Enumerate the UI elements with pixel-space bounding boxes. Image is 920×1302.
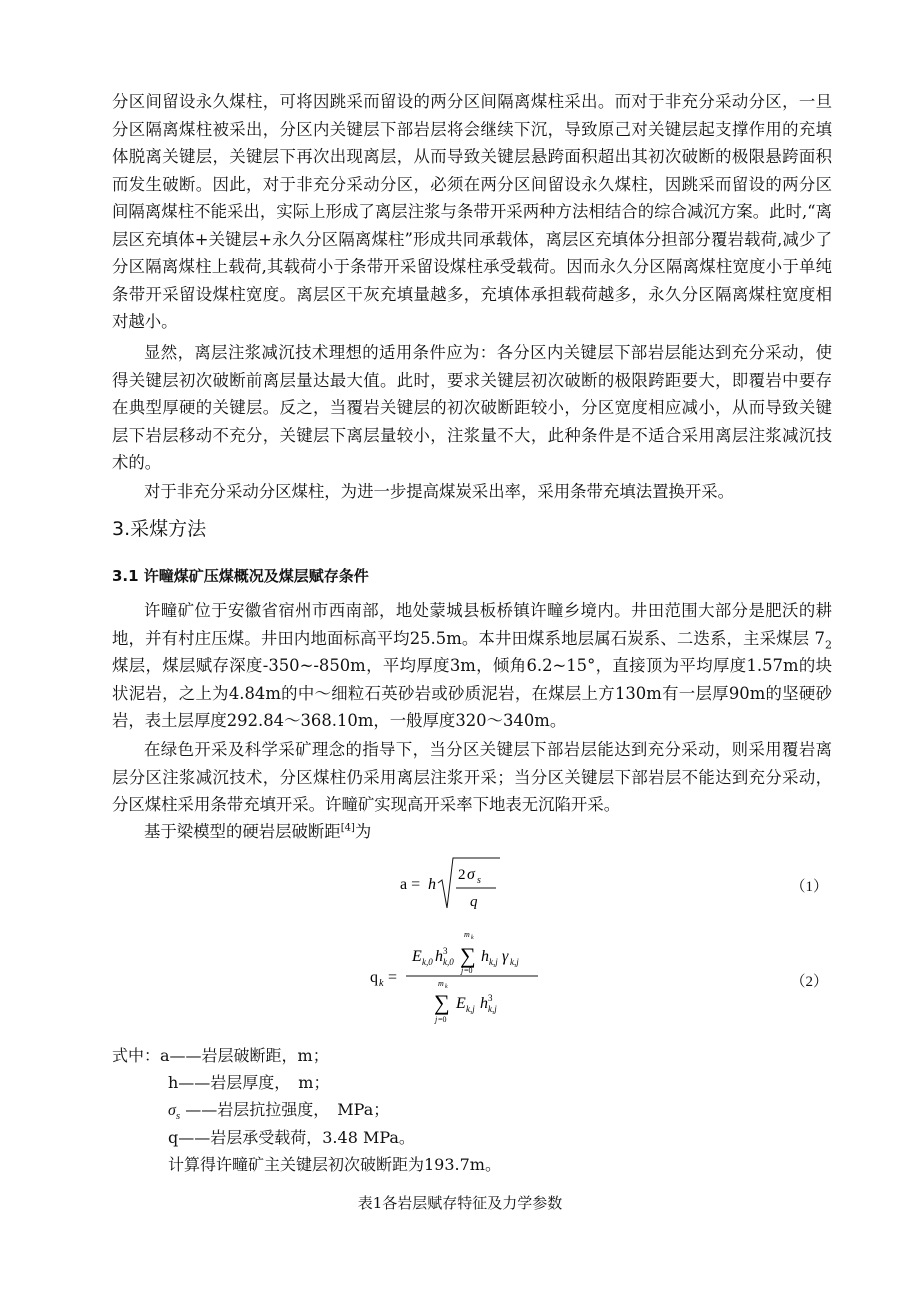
- svg-text:k,j: k,j: [488, 1004, 497, 1014]
- definition-a: [112, 1042, 501, 1069]
- paragraph-1: 分区间留设永久煤柱，可将因跳采而留设的两分区间隔离煤柱采出。而对于非充分采动分区，一旦分区隔离煤柱被采出，分区内关键层下部岩层将会继续下沉，导致原己对关键层起支撑作用的充填体脱离关键层，关键层下再次出现离层，从而导致关键层悬跨面积超出其初次破断的极限悬跨面积而发生破断。因此，对于非充分采动分区，必须在两分区间留设永久煤柱，因跳采而留设的两分区间隔离煤柱不能采出，实际上形成了离层注浆与条带开采两种方法相结合的综合减沉方案。此时,“离层区充填体+关键层+永久分区隔离煤柱”形成共同承载体，离层区充填体分担部分覆岩载荷,减少了分区隔离煤柱上载荷,其载荷小于条带开采留设煤柱承受载荷。因而永久分区隔离煤柱宽度小于单纯条带开采留设煤柱宽度。离层区干灰充填量越多，充填体承担载荷越多，永久分区隔离煤柱宽度相对越小。: [112, 92, 832, 331]
- svg-text:q: q: [370, 969, 378, 986]
- section-heading: 3.采煤方法: [112, 518, 207, 540]
- svg-text:k,j: k,j: [466, 1004, 475, 1014]
- paragraph-2: 显然，离层注浆减沉技术理想的适用条件应为：各分区内关键层下部岩层能达到充分采动，使得关键层初次破断前离层量达最大值。此时，要求关键层初次破断的极限跨距要大，即覆岩中要存在典型厚硬的关键层。反之，当覆岩关键层的初次破断距较小，分区宽度相应减小，从而导致关键层下岩层移动不充分，关键层下离层量较小，注浆量不大，此种条件是不适合采用离层注浆减沉技术的。: [112, 343, 832, 472]
- equation-2-number: （2）: [790, 974, 828, 990]
- svg-text:σ: σ: [467, 866, 475, 883]
- svg-text:k: k: [379, 978, 384, 989]
- definition-sigma-text: ——岩层抗拉强度， MPa；: [185, 1100, 390, 1119]
- definitions-block: [112, 1042, 501, 1178]
- svg-text:3: 3: [443, 946, 448, 956]
- subsection-heading: 3.1 许疃煤矿压煤概况及煤层赋存条件: [112, 567, 369, 585]
- definition-h: h——岩层厚度， m；: [168, 1073, 330, 1092]
- svg-text:q: q: [470, 894, 478, 910]
- svg-text:∑: ∑: [460, 943, 476, 968]
- svg-text:=: =: [388, 969, 398, 986]
- paragraph-4-part-a: 许疃矿位于安徽省宿州市西南部，地处蒙城县板桥镇许疃乡境内。井田范围大部分是肥沃的耕地，并有村庄压煤。井田内地面标高平均25.5m。本井田煤系地层属石炭系、二迭系，主采煤层 7: [112, 601, 832, 648]
- svg-text:∑: ∑: [434, 990, 450, 1015]
- svg-text:j: j: [435, 1015, 438, 1024]
- svg-text:γ: γ: [502, 948, 509, 965]
- citation-ref: [4]: [340, 822, 355, 834]
- sigma-symbol: $\sigma_s$: [168, 1102, 181, 1123]
- svg-text:E: E: [412, 948, 422, 965]
- calculation-result: 计算得许疃矿主关键层初次破断距为193.7m。: [168, 1155, 501, 1174]
- svg-text:s: s: [477, 875, 481, 886]
- svg-text:h: h: [481, 948, 489, 965]
- svg-text:E: E: [456, 995, 466, 1012]
- paragraph-5: 在绿色开采及科学采矿理念的指导下，当分区关键层下部岩层能达到充分采动，则采用覆岩离层分区注浆减沉技术，分区煤柱仍采用离层注浆开采；当分区关键层下部岩层不能达到充分采动，分区煤柱采用条带充填开采。许疃矿实现高开采率下地表无沉陷开采。: [112, 740, 832, 814]
- paragraph-6: [112, 818, 832, 846]
- svg-text:=0: =0: [464, 966, 473, 975]
- svg-text:a =: a =: [400, 876, 421, 893]
- svg-text:k: k: [445, 984, 448, 990]
- svg-text:k,j: k,j: [489, 957, 498, 967]
- svg-text:2: 2: [458, 867, 466, 883]
- svg-text:k,0: k,0: [422, 957, 433, 967]
- svg-text:h: h: [428, 876, 436, 893]
- paragraph-6-part-b: 为: [354, 822, 372, 841]
- definition-intro: 式中：: [112, 1046, 161, 1065]
- paragraph-4: [112, 597, 832, 735]
- seam-subscript: 2: [825, 637, 832, 651]
- paragraph-3: 对于非充分采动分区煤柱，为进一步提高煤炭采出率，采用条带充填法置换开采。: [144, 482, 735, 501]
- svg-text:j: j: [461, 966, 464, 975]
- definition-q: q——岩层承受载荷，3.48 MPa。: [168, 1128, 415, 1147]
- definition-sigma: [112, 1096, 501, 1124]
- equation-2: [368, 924, 548, 1034]
- definition-a-text: a——岩层破断距，m；: [160, 1046, 329, 1065]
- paragraph-4-part-b: 煤层，煤层赋存深度-350~-850m，平均厚度3m，倾角6.2~15°，直接顶为平均厚度1.57m的块状泥岩，之上为4.84m的中～细粒石英砂岩或砂质泥岩，在煤层上方130m有一层厚90m的坚硬砂岩，表土层厚度292.84～368.10m，一般厚度320～340m。: [112, 656, 832, 730]
- svg-text:k: k: [471, 935, 474, 941]
- svg-text:3: 3: [488, 993, 493, 1003]
- equation-1: [400, 852, 510, 916]
- svg-text:k,0: k,0: [443, 957, 454, 967]
- svg-text:m: m: [464, 930, 470, 939]
- paragraph-6-part-a: 基于梁模型的硬岩层破断距: [144, 822, 341, 841]
- svg-text:h: h: [480, 995, 488, 1012]
- svg-text:m: m: [438, 979, 444, 988]
- svg-text:k,j: k,j: [510, 957, 519, 967]
- svg-text:=0: =0: [438, 1015, 447, 1024]
- table-caption: 表1各岩层赋存特征及力学参数: [357, 1194, 563, 1212]
- equation-1-number: （1）: [790, 879, 828, 895]
- svg-text:h: h: [435, 948, 443, 965]
